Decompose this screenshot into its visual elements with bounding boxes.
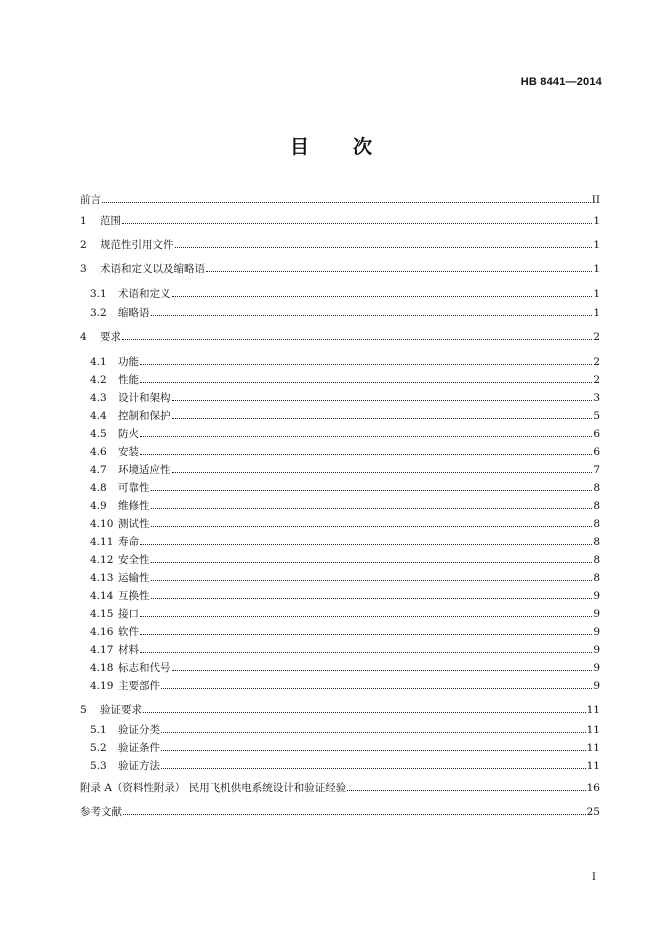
toc-entry-number: 4.12 — [90, 554, 114, 566]
toc-entry[interactable] — [90, 497, 600, 513]
toc-entry-number: 4 — [80, 331, 87, 343]
toc-leader-dots — [102, 202, 591, 203]
toc-entry[interactable] — [90, 587, 600, 603]
toc-leader-dots — [172, 418, 593, 419]
page-title — [0, 132, 662, 159]
toc-entry[interactable] — [90, 425, 600, 441]
toc-leader-dots — [151, 598, 593, 599]
toc-entry-page: 11 — [586, 760, 600, 772]
toc-leader-dots — [151, 315, 593, 316]
toc-entry-label: 控制和保护 — [118, 410, 171, 422]
toc-entry[interactable] — [80, 191, 600, 207]
toc-entry-page: 3 — [593, 392, 600, 404]
toc-entry-label: 验证方法 — [118, 760, 160, 772]
toc-entry-label: 测试性 — [118, 518, 150, 530]
toc-entry-page: 8 — [593, 536, 600, 548]
toc-entry-label: 材料 — [118, 644, 139, 656]
toc-leader-dots — [151, 562, 593, 563]
toc-entry-number: 4.3 — [90, 392, 107, 404]
toc-entry-label: 主要部件 — [118, 680, 160, 692]
toc-leader-dots — [172, 400, 593, 401]
toc-leader-dots — [175, 247, 593, 248]
toc-entry-number: 5.3 — [90, 760, 107, 772]
toc-entry-page: 9 — [593, 662, 600, 674]
toc-leader-dots — [161, 768, 586, 769]
toc-entry[interactable] — [90, 551, 600, 567]
toc-entry[interactable] — [90, 407, 600, 423]
toc-entry-page: 5 — [593, 410, 600, 422]
toc-entry-label: 前言 — [80, 194, 101, 206]
toc-leader-dots — [172, 472, 593, 473]
toc-leader-dots — [143, 712, 586, 713]
toc-entry[interactable] — [90, 461, 600, 477]
toc-entry-number: 5 — [80, 704, 87, 716]
toc-entry-label: 要求 — [100, 331, 121, 343]
toc-leader-dots — [122, 339, 592, 340]
toc-entry-page: 8 — [593, 572, 600, 584]
toc-entry[interactable] — [80, 236, 600, 252]
toc-entry-label: 互换性 — [118, 590, 150, 602]
toc-entry-page: 7 — [593, 464, 600, 476]
toc-entry-page: 11 — [586, 742, 600, 754]
toc-entry-label: 运输性 — [118, 572, 150, 584]
toc-entry-page: 11 — [586, 724, 600, 736]
toc-entry[interactable] — [80, 803, 600, 819]
toc-entry[interactable] — [90, 479, 600, 495]
toc-leader-dots — [140, 364, 592, 365]
toc-entry[interactable] — [90, 533, 600, 549]
toc-entry-number: 4.13 — [90, 572, 114, 584]
toc-leader-dots — [151, 580, 593, 581]
toc-entry-number: 4.6 — [90, 446, 107, 458]
toc-entry-page: 11 — [586, 704, 600, 716]
toc-entry-page: 9 — [593, 626, 600, 638]
toc-entry-number: 2 — [80, 239, 87, 251]
toc-entry-number: 1 — [80, 215, 87, 227]
toc-entry[interactable] — [90, 285, 600, 301]
toc-entry[interactable] — [80, 328, 600, 344]
toc-entry[interactable] — [90, 605, 600, 621]
toc-entry-number: 3.2 — [90, 307, 107, 319]
toc-leader-dots — [123, 814, 586, 815]
toc-entry-label: 防火 — [118, 428, 139, 440]
toc-entry-label: 缩略语 — [118, 307, 150, 319]
toc-entry[interactable] — [90, 389, 600, 405]
toc-entry-page: 2 — [593, 356, 600, 368]
toc-entry-label: 验证要求 — [100, 704, 142, 716]
toc-entry-label: 范围 — [100, 215, 121, 227]
toc-entry-page: 8 — [593, 518, 600, 530]
toc-leader-dots — [151, 490, 593, 491]
toc-entry-page: 1 — [593, 263, 600, 275]
toc-entry-number: 3 — [80, 263, 87, 275]
toc-entry-page: 9 — [593, 590, 600, 602]
toc-entry-page: 2 — [593, 331, 600, 343]
toc-entry-label: 接口 — [118, 608, 139, 620]
toc-leader-dots — [161, 688, 592, 689]
toc-entry-page: 9 — [593, 680, 600, 692]
toc-entry[interactable] — [90, 371, 600, 387]
toc-leader-dots — [151, 526, 593, 527]
toc-entry-label: 验证分类 — [118, 724, 160, 736]
toc-entry-label: 术语和定义以及缩略语 — [100, 263, 205, 275]
toc-leader-dots — [140, 652, 592, 653]
toc-entry-label: 维修性 — [118, 500, 150, 512]
toc-entry-page: 9 — [593, 608, 600, 620]
toc-leader-dots — [140, 544, 592, 545]
toc-entry-number: 3.1 — [90, 288, 107, 300]
toc-entry-number: 5.1 — [90, 724, 107, 736]
toc-entry[interactable] — [80, 701, 600, 717]
toc-entry[interactable] — [90, 659, 600, 675]
toc-entry-label: 软件 — [118, 626, 139, 638]
toc-entry[interactable] — [90, 641, 600, 657]
toc-entry-page: 1 — [593, 307, 600, 319]
toc-entry-number: 4.11 — [90, 536, 114, 548]
toc-entry[interactable] — [90, 739, 600, 755]
toc-entry-number: 4.14 — [90, 590, 114, 602]
toc-leader-dots — [161, 750, 586, 751]
toc-entry-number: 5.2 — [90, 742, 107, 754]
toc-leader-dots — [140, 616, 592, 617]
toc-entry-label: 规范性引用文件 — [100, 239, 174, 251]
toc-entry-number: 4.15 — [90, 608, 114, 620]
toc-entry[interactable] — [90, 443, 600, 459]
toc-entry-page: 25 — [586, 806, 600, 818]
toc-leader-dots — [140, 454, 592, 455]
toc-entry[interactable] — [90, 757, 600, 773]
title-char-1: 目 — [289, 136, 309, 158]
toc-entry-label: 设计和架构 — [118, 392, 171, 404]
toc-entry-page: 9 — [593, 644, 600, 656]
toc-entry[interactable] — [80, 260, 600, 276]
toc-entry[interactable] — [90, 623, 600, 639]
toc-entry-label: 验证条件 — [118, 742, 160, 754]
toc-leader-dots — [347, 790, 585, 791]
toc-leader-dots — [172, 296, 593, 297]
toc-entry-page: 1 — [593, 239, 600, 251]
toc-leader-dots — [122, 223, 592, 224]
toc-entry-label: 安装 — [118, 446, 139, 458]
toc-entry-number: 4.2 — [90, 374, 107, 386]
toc-entry-number: 4.10 — [90, 518, 114, 530]
toc-entry-number: 4.1 — [90, 356, 107, 368]
toc-entry[interactable] — [90, 304, 600, 320]
toc-entry-number: 4.9 — [90, 500, 107, 512]
page-number: I — [592, 872, 596, 883]
toc-leader-dots — [140, 634, 592, 635]
title-char-2: 次 — [353, 136, 373, 158]
toc-entry-page: 8 — [593, 482, 600, 494]
toc-entry-number: 4.18 — [90, 662, 114, 674]
toc-entry-number: 4.5 — [90, 428, 107, 440]
toc-entry-page: 8 — [593, 500, 600, 512]
toc-entry-page: 6 — [593, 446, 600, 458]
toc-leader-dots — [140, 436, 592, 437]
toc-leader-dots — [151, 508, 593, 509]
toc-leader-dots — [206, 271, 592, 272]
toc-entry-label: 性能 — [118, 374, 139, 386]
toc-entry-number: 4.16 — [90, 626, 114, 638]
toc-entry-label: 寿命 — [118, 536, 139, 548]
toc-entry-page: 1 — [593, 215, 600, 227]
toc-entry-number: 4.7 — [90, 464, 107, 476]
toc-entry-number: 4.17 — [90, 644, 114, 656]
toc-entry-label: 环境适应性 — [118, 464, 171, 476]
toc-entry-label: 安全性 — [118, 554, 150, 566]
toc-entry[interactable] — [80, 212, 600, 228]
standard-code: HB 8441—2014 — [520, 76, 602, 88]
toc-entry-label: 参考文献 — [80, 806, 122, 818]
toc-leader-dots — [161, 732, 586, 733]
toc-entry[interactable] — [80, 779, 600, 795]
toc-entry-number: 4.8 — [90, 482, 107, 494]
toc-entry-label: 功能 — [118, 356, 139, 368]
toc-entry-page: 6 — [593, 428, 600, 440]
toc-entry-page: II — [591, 194, 600, 206]
toc-entry-number: 4.19 — [90, 680, 114, 692]
toc-entry[interactable] — [90, 569, 600, 585]
toc-entry-page: 2 — [593, 374, 600, 386]
toc-entry-number: 4.4 — [90, 410, 107, 422]
toc-entry-page: 16 — [586, 782, 600, 794]
toc-entry-page: 8 — [593, 554, 600, 566]
toc-entry-page: 1 — [593, 288, 600, 300]
toc-entry-label: 可靠性 — [118, 482, 150, 494]
toc-leader-dots — [140, 382, 592, 383]
toc-entry[interactable] — [90, 515, 600, 531]
toc-entry-label: 附录 A（资料性附录） 民用飞机供电系统设计和验证经验 — [80, 782, 347, 794]
toc-entry[interactable] — [90, 721, 600, 737]
toc-entry-label: 标志和代号 — [118, 662, 171, 674]
toc-entry[interactable] — [90, 353, 600, 369]
toc-entry-label: 术语和定义 — [118, 288, 171, 300]
toc-leader-dots — [172, 670, 593, 671]
toc-entry[interactable] — [90, 677, 600, 693]
